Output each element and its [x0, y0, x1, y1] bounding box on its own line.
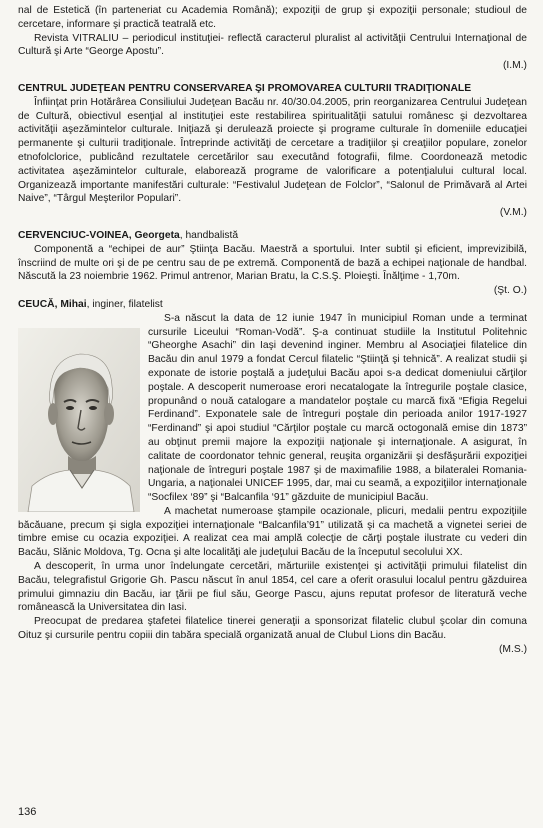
cervenciuc-heading	[18, 229, 527, 243]
signature-sto: (Şt. O.)	[493, 285, 527, 297]
signature-im: (I.M.)	[502, 60, 527, 72]
portrait-photo	[18, 328, 140, 512]
ceuca-heading	[18, 298, 527, 312]
intro-paragraph: nal de Estetică (în parteneriat cu Academia Română); expoziţii de grup şi expoziţii personale; studioul de cercetare, informare şi practică teatrală etc.	[18, 5, 527, 30]
centrul-title: CENTRUL JUDEŢEAN PENTRU CONSERVAREA ŞI PROMOVAREA CULTURII TRADIŢIONALE	[18, 82, 472, 94]
signature-vm: (V.M.)	[499, 207, 527, 219]
spacer	[18, 220, 527, 229]
ceuca-name: CEUCĂ, Mihai	[18, 298, 87, 310]
revista-paragraph: Revista VITRALIU – periodicul instituţiei- reflectă caracterul pluralist al activităţii Centrului Internaţional de Cultură şi Arte “George Apostu”.	[18, 32, 527, 58]
spacer	[18, 73, 527, 82]
ceuca-paragraph-4: Preocupat de predarea ştafetei filatelice tinerei generaţii a sponsorizat filatelic clubul şcolar din comuna Oituz şi cursurile pentru copiii din tabăra specială organizată anual de Clubul Lions din Bacău.	[18, 616, 527, 642]
cervenciuc-body: Componentă a “echipei de aur” Ştiinţa Bacău. Maestră a sportului. Inter subtil şi eficient, imprevizibilă, înscriind de multe ori şi de pe centru sau de pe extremă. Componentă de bază a echipei naţionale de handbal. Născută la 23 noiembrie 1962. Primul antrenor, Marian Bratu, la C.S.Ş. Ploieşti. Înălţime - 1,70m.	[18, 243, 527, 283]
signature-ms: (M.S.)	[498, 643, 527, 655]
ceuca-paragraph-2: A machetat numeroase ştampile ocazionale, plicuri, medalii pentru expoziţiile băcăuane, precum şi sigla expoziţiei internaţionale “Balcanfila’91” utilizată şi ca machetă a vignetei seriei de timbre emise cu ocazia expoziţiei. A realizat cea mai amplă colecţie de cărţi poştale ilustrate cu vederi din Bacău, Slănic Moldova, Tg. Ocna şi alte localităţi ale judeţului Bacău de la începutul secolului XX.	[18, 505, 527, 559]
ceuca-role: , inginer, filatelist	[86, 298, 163, 310]
portrait-image	[18, 328, 140, 512]
cervenciuc-name: CERVENCIUC-VOINEA, Georgeta	[18, 229, 180, 241]
page-number: 136	[18, 806, 37, 818]
cervenciuc-role: , handbalistă	[179, 229, 239, 241]
ceuca-paragraph-1: S-a născut la data de 12 iunie 1947 în municipiul Roman unde a terminat cursurile Liceului “Roman-Vodă”. Ş-a continuat studiile la Institutul Politehnic “Gheorghe Asachi” din Iaşi devenind inginer. Membru al Asociaţiei filatelice din Bacău din anul 1979 a fondat Cercul filatelic “Ştiinţă şi tehnică”. A realizat studii şi exponate de istorie poştală a judeţului Bacău apoi s-a dedicat domeniului cărţilor poştale. A descoperit numeroase erori necatalogate la întregurile poştale clasice, propunând o nouă catalogare a mandatelor poştale cu marcă fixă “Efigia Regelui Ferdinand”. Exponatele sale de întreguri poştale din perioada anilor 1917-1927 “Ferdinand” şi apoi studiul “Cărţilor poştale cu marcă octogonală emise din 1873” au obţinut premii majore la expoziţii naţionale şi internaţionale. A asigurat, în calitate de coordonator tehnic general, reuşita organizării şi desfăşurării expoziţiei naţionale de întreguri poştale 1987 şi de maximafilie 1988, a bilateralei Romania-Ungaria, a naţionalei UNICEF 1995, dar, mai cu seamă, a expoziţiilor internaţionale “Socfilex ‘89” şi “Balcanfila ‘91” găzduite de municipiul Bacău.	[148, 312, 527, 504]
ceuca-paragraph-3: A descoperit, în urma unor îndelungate cercetări, mărturiile existenţei şi activităţii primului filatelist din Bacău, telegrafistul Grigorie Gh. Pascu născut în anul 1854, cel care a oferit orasului localul pentru găzduirea primului gimnaziu din Bacău, iar ţării pe fiul său, George Pascu, ajuns reputat profesor de literatură veche românească la Universitatea din Iasi.	[18, 561, 527, 614]
centrul-body: Înfiinţat prin Hotărârea Consiliului Judeţean Bacău nr. 40/30.04.2005, prin reorganizarea Centrului Judeţean de Cultură, obiectivul esenţial al instituţiei este restabilirea spiritualităţii satului românesc şi dezvoltarea activităţii aşezămintelor culturale. Iniţiază şi derulează proiecte şi programe culturale în domeniile educaţiei permanente şi culturii tradiţionale. Întreprinde activităţi de cercetare a tradiţiilor şi creaţiilor populare, zonelor etnofolclorice, publicând rezultatele cercetărilor sau executând fotografii, filme. Coordonează metodic activitatea aşezămintelor culturale, elaborează programe de valorificare a potenţialului cultural local. Organizează importante manifestări culturale: “Festivalul Judeţean de Folclor”, “Salonul de Primăvară al Artei Naive”, “Târgul Meşterilor Populari”.	[18, 96, 527, 205]
